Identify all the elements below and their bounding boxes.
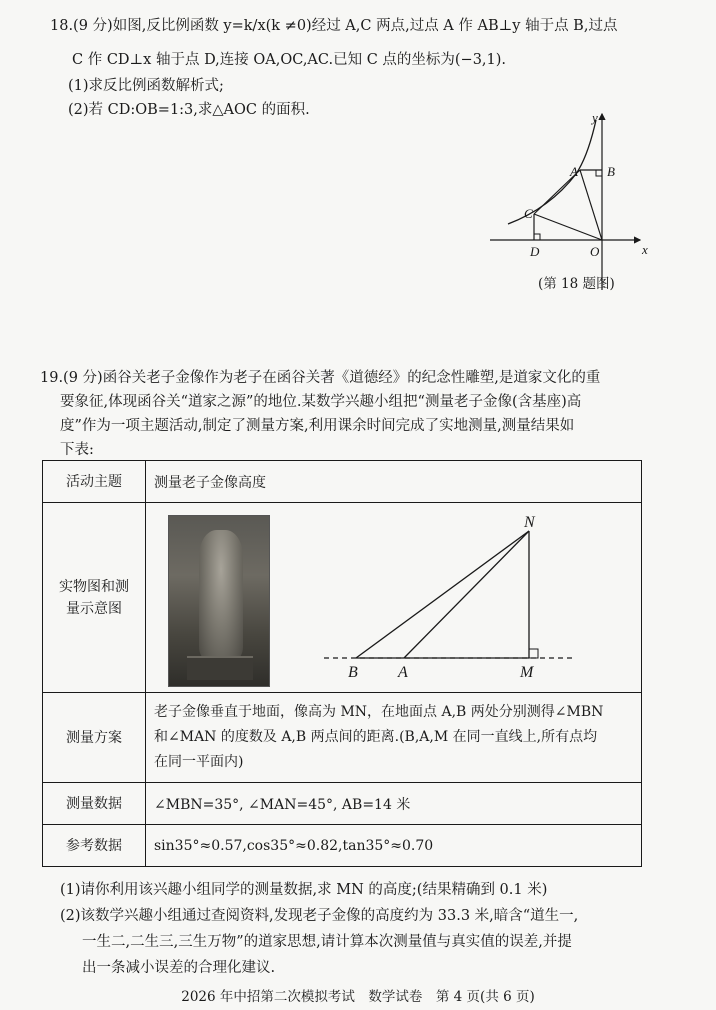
q19-line-1: 19.(9 分)函谷关老子金像作为老子在函谷关著《道德经》的纪念性雕塑,是道家文化的重 — [40, 370, 601, 386]
row-reference-label: 参考数据 — [43, 825, 146, 867]
table-row — [43, 693, 642, 783]
page-footer: 2026 年中招第二次模拟考试 数学试卷 第 4 页(共 6 页) — [181, 989, 535, 1005]
row-topic-label: 活动主题 — [43, 461, 146, 503]
measurement-diagram — [306, 503, 586, 688]
svg-text:A: A — [398, 664, 408, 681]
row-topic-value: 测量老子金像高度 — [146, 461, 642, 503]
label-C: C — [524, 206, 533, 221]
table-row — [43, 461, 642, 503]
hyperbola-curve — [508, 120, 596, 224]
svg-text:M: M — [520, 664, 534, 681]
row-diagram-label: 实物图和测 量示意图 — [43, 503, 146, 693]
table-row — [43, 503, 642, 693]
row-plan-label: 测量方案 — [43, 693, 146, 783]
label-y: y — [592, 110, 598, 125]
q18-part-1: (1)求反比例函数解析式; — [68, 78, 224, 94]
row-data-label: 测量数据 — [43, 783, 146, 825]
table-row — [43, 783, 642, 825]
q18-part-2: (2)若 CD:OB=1:3,求△AOC 的面积. — [68, 102, 310, 118]
row-data-value: ∠MBN=35°, ∠MAN=45°, AB=14 米 — [146, 783, 642, 825]
row-plan-value: 老子金像垂直于地面，像高为 MN，在地面点 A,B 两处分别测得∠MBN 和∠MAN 的度数及 A,B 两点间的距离.(B,A,M 在同一直线上,所有点均 在同一平面内) — [146, 693, 642, 783]
q19-part-2-line-3: 出一条减小误差的合理化建议. — [82, 960, 276, 976]
q18-line-2: C 作 CD⊥x 轴于点 D,连接 OA,OC,AC.已知 C 点的坐标为(−3,1). — [72, 52, 507, 68]
q19-line-2: 要象征,体现函谷关“道家之源”的地位.某数学兴趣小组把“测量老子金像(含基座)高 — [60, 394, 582, 410]
q19-part-2-line-2: 一生二,二生三,三生万物”的道家思想,请计算本次测量值与真实值的误差,并提 — [82, 934, 572, 950]
q19-line-3: 度”作为一项主题活动,制定了测量方案,利用课余时间完成了实地测量,测量结果如 — [60, 418, 575, 434]
q18-caption: (第 18 题图) — [538, 276, 615, 292]
table-row — [43, 825, 642, 867]
q18-line-1: 18.(9 分)如图,反比例函数 y=k/x(k ≠0)经过 A,C 两点,过点 A 作 AB⊥y 轴于点 B,过点 — [50, 18, 618, 34]
q18-figure — [480, 108, 650, 298]
q19-part-2-line-1: (2)该数学兴趣小组通过查阅资料,发现老子金像的高度约为 33.3 米,暗含“道生一, — [60, 908, 579, 924]
row-diagram-cell — [146, 503, 642, 693]
label-O: O — [590, 244, 600, 259]
svg-text:B: B — [348, 664, 358, 681]
label-A: A — [570, 164, 578, 179]
statue-photo — [168, 515, 270, 687]
q19-line-4: 下表: — [60, 442, 94, 458]
row-reference-value: sin35°≈0.57,cos35°≈0.82,tan35°≈0.70 — [146, 825, 642, 867]
measurement-table — [42, 460, 642, 867]
label-D: D — [530, 244, 540, 259]
label-B: B — [607, 164, 615, 179]
q19-part-1: (1)请你利用该兴趣小组同学的测量数据,求 MN 的高度;(结果精确到 0.1 米) — [60, 882, 548, 898]
svg-text:N: N — [524, 514, 535, 531]
label-x: x — [642, 242, 648, 257]
